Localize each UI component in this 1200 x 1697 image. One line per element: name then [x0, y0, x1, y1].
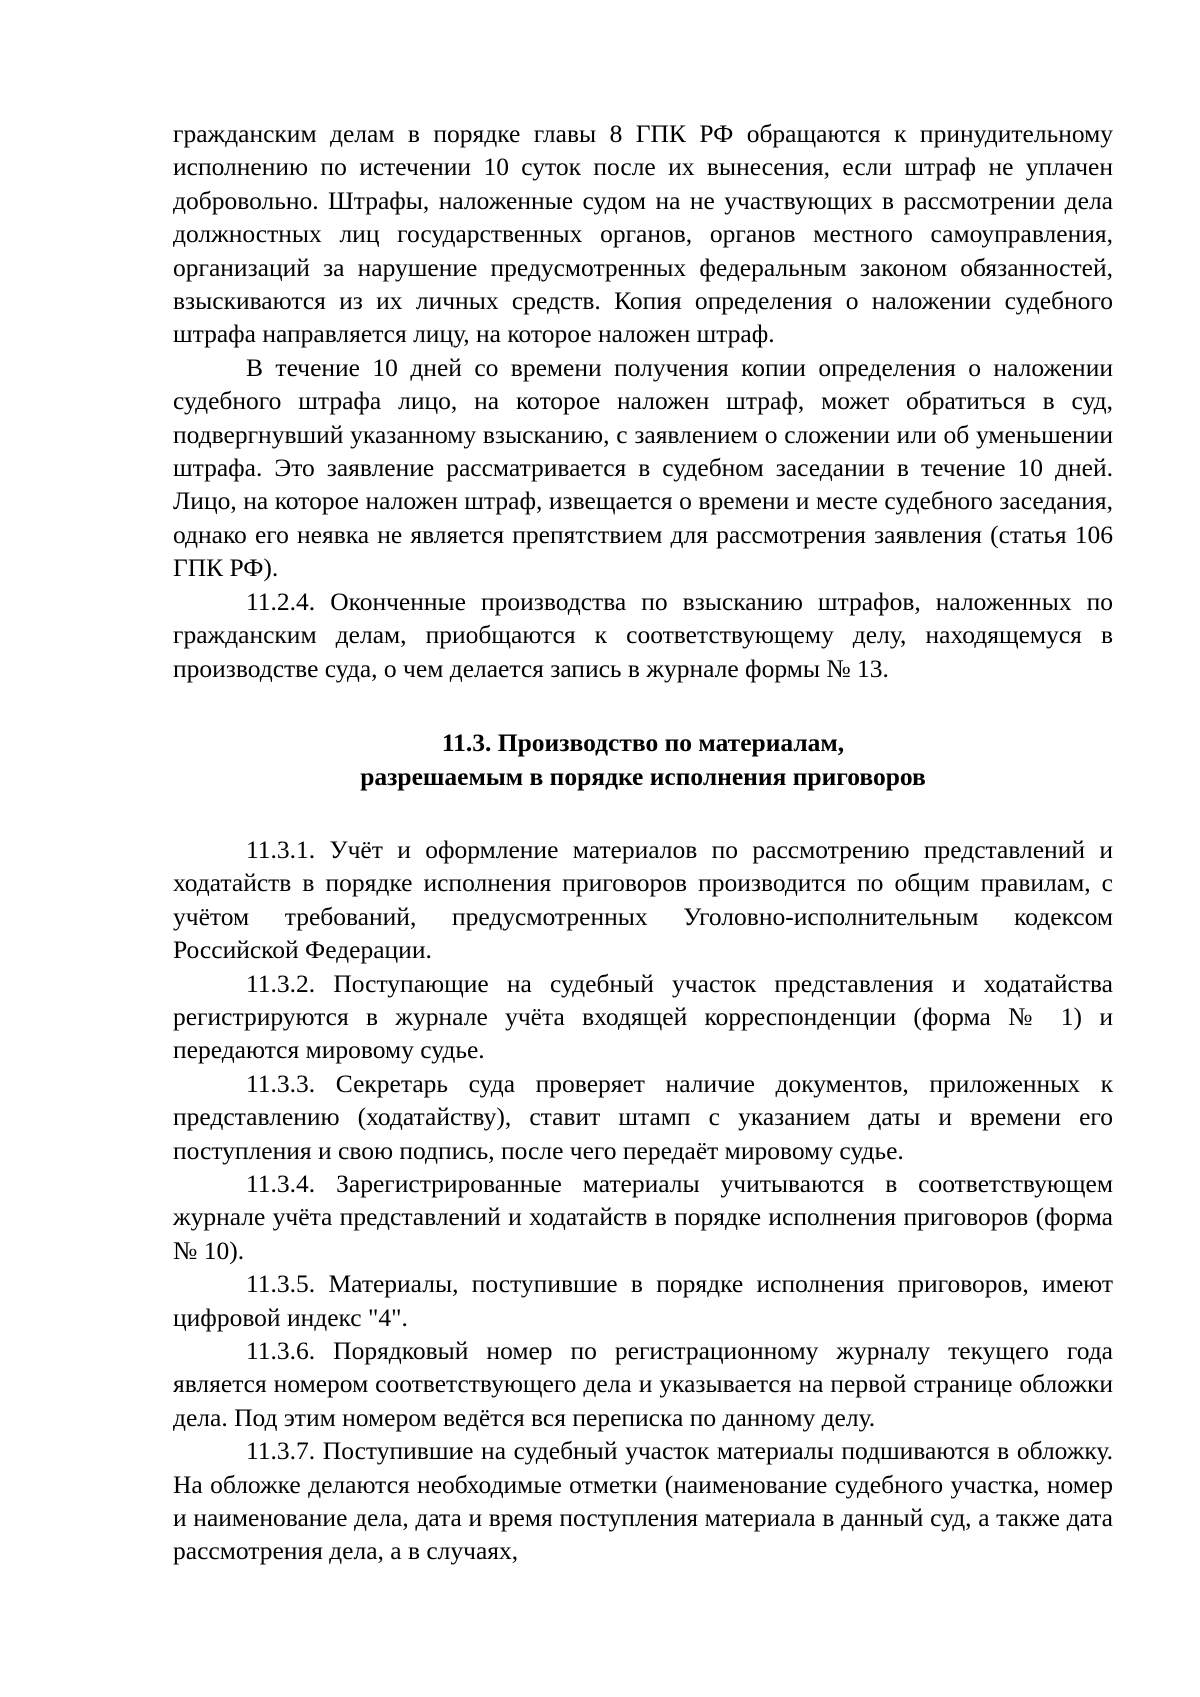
paragraph-11-3-4: 11.3.4. Зарегистрированные материалы учитываются в соответствующем журнале учёта представлений и ходатайств в порядке исполнения приговоров (форма № 10). — [173, 1168, 1113, 1265]
paragraph-11-2-4: 11.2.4. Оконченные производства по взысканию штрафов, наложенных по гражданским делам, приобщаются к соответствующему делу, находящемуся в производстве суда, о чем делается запись в журнале формы № 13. — [173, 586, 1113, 683]
paragraph-11-3-6: 11.3.6. Порядковый номер по регистрационному журналу текущего года является номером соответствующего дела и указывается на первой странице обложки дела. Под этим номером ведётся вся переписка по данному делу. — [173, 1336, 1113, 1432]
paragraph-continued-fines: гражданским делам в порядке главы 8 ГПК РФ обращаются к принудительному исполнению по истечении 10 суток после их вынесения, если штраф не уплачен добровольно. Штрафы, наложенные судом на не участвующих в рассмотрении дела должностных лиц государственных органов, органов местного самоуправления, организаций за нарушение предусмотренных федеральным законом обязанностей, взыскиваются из их личных средств. Копия определения о наложении судебного штрафа направляется лицу, на которое наложен штраф. — [173, 119, 1113, 349]
section-title-line-2: разрешаемым в порядке исполнения приговоров — [360, 761, 926, 791]
paragraph-11-3-2: 11.3.2. Поступающие на судебный участок представления и ходатайства регистрируются в журнале учёта входящей корреспонденции (форма № 1) и передаются мировому судье. — [173, 968, 1113, 1065]
paragraph-11-3-7: 11.3.7. Поступившие на судебный участок материалы подшиваются в обложку. На обложке делаются необходимые отметки (наименование судебного участка, номер и наименование дела, дата и время поступления материала в данный суд, а также дата рассмотрения дела, а в случаях, — [173, 1436, 1113, 1566]
paragraph-fine-reduction: В течение 10 дней со времени получения копии определения о наложении судебного штрафа лицо, на которое наложен штраф, может обратиться в суд, подвергнувший указанному взысканию, с заявлением о сложении или об уменьшении штрафа. Это заявление рассматривается в судебном заседании в течение 10 дней. Лицо, на которое наложен штраф, извещается о времени и месте судебного заседания, однако его неявка не является препятствием для рассмотрения заявления (статья 106 ГПК РФ). — [173, 352, 1113, 583]
section-heading-11-3 — [173, 726, 1113, 794]
document-page — [173, 117, 1113, 1568]
paragraph-11-3-3: 11.3.3. Секретарь суда проверяет наличие документов, приложенных к представлению (ходатайству), ставит штамп с указанием даты и времени его поступления и свою подпись, после чего передаёт мировому судье. — [173, 1068, 1113, 1165]
section-title-line-1: 11.3. Производство по материалам, — [441, 727, 845, 757]
paragraph-11-3-5: 11.3.5. Материалы, поступившие в порядке исполнения приговоров, имеют цифровой индекс "4". — [173, 1269, 1113, 1332]
paragraph-11-3-1: 11.3.1. Учёт и оформление материалов по рассмотрению представлений и ходатайств в порядке исполнения приговоров производится по общим правилам, с учётом требований, предусмотренных Уголовно-исполнительным кодексом Российской Федерации. — [173, 834, 1113, 965]
